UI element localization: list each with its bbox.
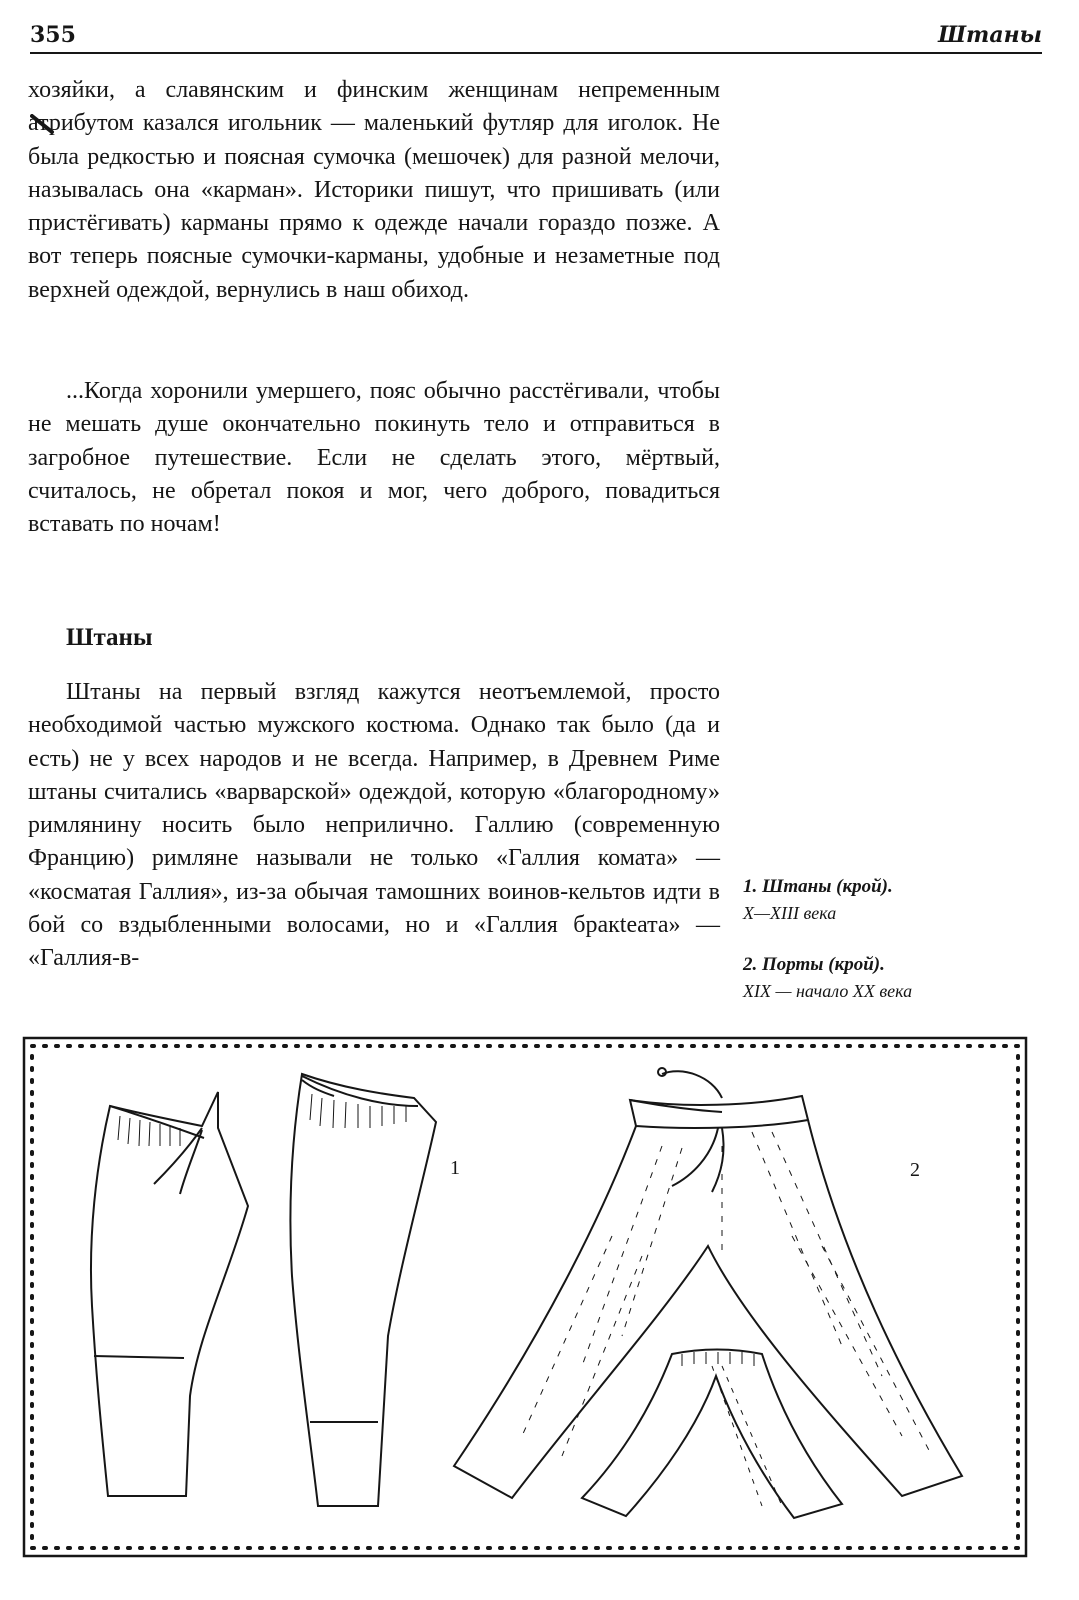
page-header xyxy=(30,18,1042,54)
caption-1-title: 1. Штаны (крой). xyxy=(743,876,893,897)
figure-frame-outer xyxy=(24,1038,1026,1556)
section-title: Штаны xyxy=(66,624,153,651)
page-number: 355 xyxy=(30,22,76,48)
body-paragraph-3: Штаны на первый взгляд кажутся неотъемлемой, просто необходимой частью мужского костюма. Однако так было (да и есть) не у всех народов и не всегда. Например, в Древнем Риме штаны считались «варварской» одеждой, которую «благородному» римлянину носить было неприлично. Галлию (современную Францию) римляне называли не только «Галлия комата» — «косматая Галлия», из-за обычая тамошних воинов-кельтов идти в бой со вздыбленными волосами, но и «Галлия бракteата» — «Галлия-в- xyxy=(28,679,720,972)
trousers-ports-icon xyxy=(454,1068,962,1498)
figure-label-2: 2 xyxy=(910,1159,920,1181)
caption-2-date: XIX — начало XX века xyxy=(743,981,913,1001)
trousers-cut-front-icon xyxy=(91,1092,248,1496)
body-paragraph-2: ...Когда хоронили умершего, пояс обычно расстёгивали, чтобы не мешать душе окончательно покинуть тело и отправиться в загробное путешествие. Если не сделать этого, мёртвый, считалось, не обретал покоя и мог, чего доброго, повадиться вставать по ночам! xyxy=(28,378,720,538)
figure-label-1: 1 xyxy=(450,1157,460,1179)
gusset-icon xyxy=(582,1350,842,1519)
figure-caption-2 xyxy=(743,952,1043,1004)
running-head: Штаны xyxy=(938,22,1042,48)
figure-svg xyxy=(22,1036,1028,1558)
trousers-cut-back-icon xyxy=(290,1074,436,1506)
caption-1-date: X—XIII века xyxy=(743,903,837,923)
body-paragraph-1: хозяйки, а славянским и финским женщинам непременным атрибутом казался игольник — маленький футляр для иголок. Не была редкостью и поясная сумочка (мешочек) для разной мелочи, называлась она «карман». Историки пишут, что пришивать (или пристёгивать) карманы прямо к одежде начали гораздо позже. А вот теперь поясные сумочки-карманы, удобные и незаметные под верхней одеждой, вернулись в наш обиход. xyxy=(28,77,720,303)
caption-2-title: 2. Порты (крой). xyxy=(743,954,885,975)
figure-caption-1 xyxy=(743,874,1043,926)
header-rule xyxy=(30,52,1042,54)
trousers-figure xyxy=(22,1036,1028,1558)
